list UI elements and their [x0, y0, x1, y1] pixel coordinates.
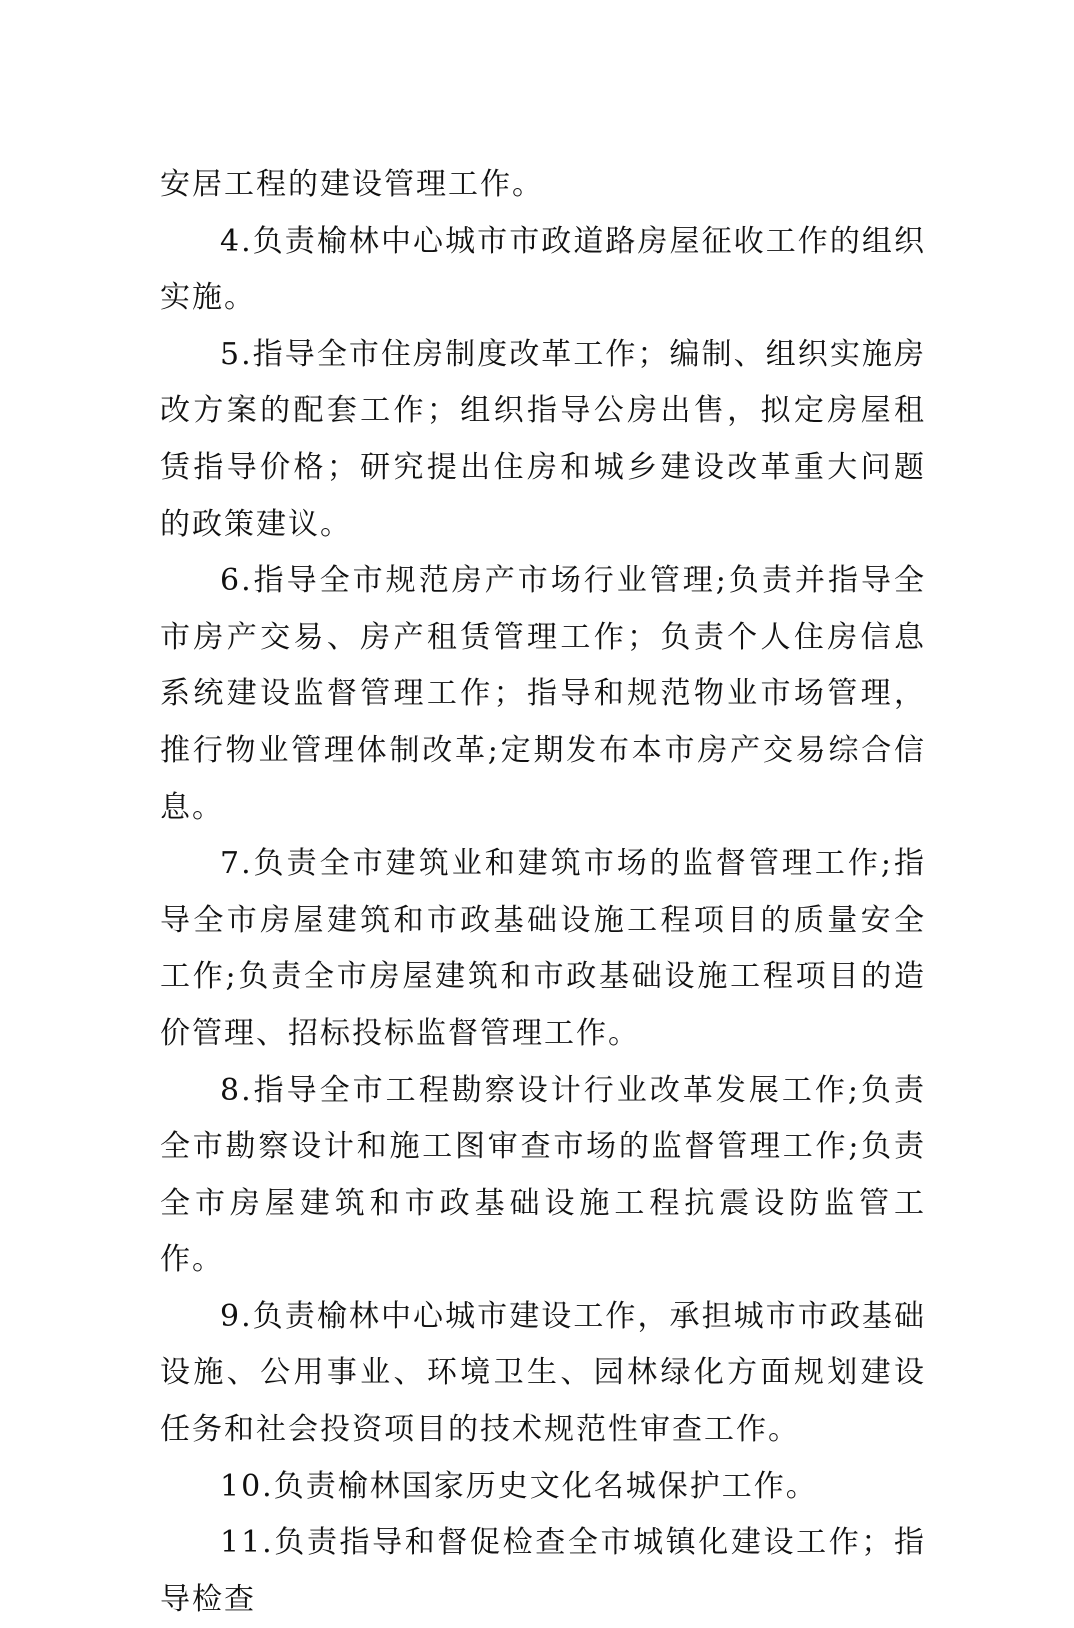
paragraph-item-9: 9.负责榆林中心城市建设工作，承担城市市政基础设施、公用事业、环境卫生、园林绿化方面规划建设任务和社会投资项目的技术规范性审查工作。	[160, 1298, 926, 1448]
document-page	[160, 157, 926, 1628]
paragraph-item-5: 5.指导全市住房制度改革工作；编制、组织实施房改方案的配套工作；组织指导公房出售，拟定房屋租赁指导价格；研究提出住房和城乡建设改革重大问题的政策建议。	[160, 336, 926, 542]
paragraph-item-4: 4.负责榆林中心城市市政道路房屋征收工作的组织实施。	[160, 223, 926, 316]
paragraph-item-8: 8.指导全市工程勘察设计行业改革发展工作;负责全市勘察设计和施工图审查市场的监督管理工作;负责全市房屋建筑和市政基础设施工程抗震设防监管工作。	[160, 1072, 926, 1278]
paragraph-continuation: 安居工程的建设管理工作。	[160, 167, 544, 202]
paragraph-item-11: 11.负责指导和督促检查全市城镇化建设工作；指导检查	[160, 1525, 926, 1617]
paragraph-item-7: 7.负责全市建筑业和建筑市场的监督管理工作;指导全市房屋建筑和市政基础设施工程项目的质量安全工作;负责全市房屋建筑和市政基础设施工程项目的造价管理、招标投标监督管理工作。	[160, 846, 926, 1051]
paragraph-item-10: 10.负责榆林国家历史文化名城保护工作。	[220, 1468, 818, 1504]
paragraph-item-6: 6.指导全市规范房产市场行业管理;负责并指导全市房产交易、房产租赁管理工作；负责个人住房信息系统建设监督管理工作；指导和规范物业市场管理，推行物业管理体制改革;定期发布本市房产交易综合信息。	[160, 563, 926, 825]
